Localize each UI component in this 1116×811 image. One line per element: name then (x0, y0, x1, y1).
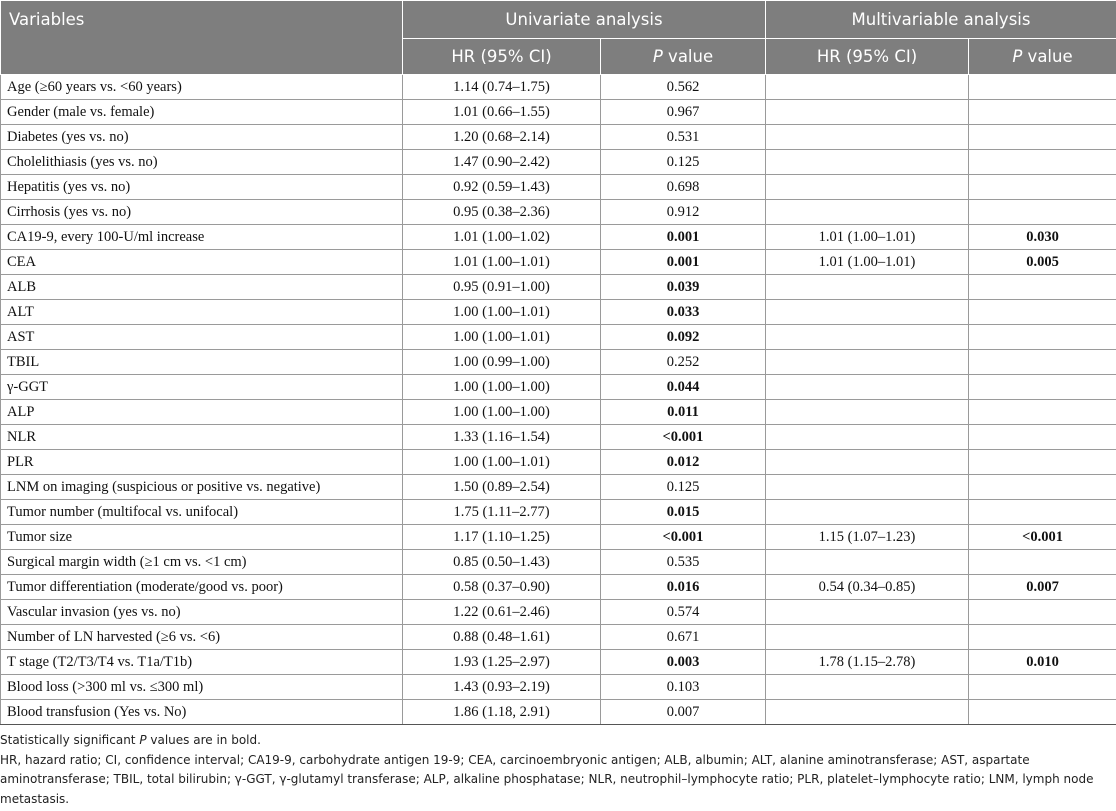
table-row (1, 425, 1116, 450)
multi-hr-cell: 1.78 (1.15–2.78) (766, 650, 969, 675)
footnote-abbreviations: HR, hazard ratio; CI, confidence interval; CA19-9, carbohydrate antigen 19-9; CEA, carcinoembryonic antigen; ALB, albumin; ALT, alanine aminotransferase; AST, aspartate aminotransferase; TBIL, total bilirubin; γ-GGT, γ-glutamyl transferase; ALP, alkaline phosphatase; NLR, neutrophil–lymphocyte ratio; PLR, platelet–lymphocyte ratio; LNM, lymph node metastasis. (0, 752, 1094, 806)
variable-cell: Tumor differentiation (moderate/good vs. poor) (1, 575, 403, 600)
variable-cell: ALP (1, 400, 403, 425)
variable-cell: TBIL (1, 350, 403, 375)
multi-p-cell: <0.001 (969, 525, 1116, 550)
uni-hr-cell: 1.22 (0.61–2.46) (403, 600, 601, 625)
table-row (1, 150, 1116, 175)
variable-cell: ALB (1, 275, 403, 300)
uni-p-cell: 0.012 (601, 450, 766, 475)
table-footnotes (0, 731, 1112, 809)
multi-p-cell: 0.030 (969, 225, 1116, 250)
multi-hr-cell (766, 300, 969, 325)
uni-hr-cell: 1.01 (1.00–1.01) (403, 250, 601, 275)
uni-p-cell: <0.001 (601, 425, 766, 450)
uni-p-cell: 0.003 (601, 650, 766, 675)
multi-p-cell (969, 375, 1116, 400)
multi-hr-cell (766, 75, 969, 100)
univariate-header: Univariate analysis (403, 1, 766, 39)
table-row (1, 400, 1116, 425)
uni-p-header (601, 39, 766, 75)
variable-cell: Blood transfusion (Yes vs. No) (1, 700, 403, 725)
table-row (1, 75, 1116, 100)
variable-cell: Hepatitis (yes vs. no) (1, 175, 403, 200)
variable-cell: AST (1, 325, 403, 350)
table-row (1, 625, 1116, 650)
multi-p-cell: 0.010 (969, 650, 1116, 675)
multi-hr-cell (766, 700, 969, 725)
variable-cell: Number of LN harvested (≥6 vs. <6) (1, 625, 403, 650)
uni-hr-cell: 1.17 (1.10–1.25) (403, 525, 601, 550)
uni-p-cell: 0.531 (601, 125, 766, 150)
uni-p-cell: 0.007 (601, 700, 766, 725)
uni-p-cell: 0.125 (601, 475, 766, 500)
uni-hr-cell: 1.50 (0.89–2.54) (403, 475, 601, 500)
variable-cell: NLR (1, 425, 403, 450)
uni-hr-cell: 1.93 (1.25–2.97) (403, 650, 601, 675)
uni-hr-cell: 0.95 (0.91–1.00) (403, 275, 601, 300)
multi-p-cell: 0.007 (969, 575, 1116, 600)
uni-hr-cell: 1.75 (1.11–2.77) (403, 500, 601, 525)
variable-cell: Cholelithiasis (yes vs. no) (1, 150, 403, 175)
multi-hr-cell (766, 450, 969, 475)
uni-hr-cell: 1.33 (1.16–1.54) (403, 425, 601, 450)
multi-p-cell (969, 200, 1116, 225)
uni-p-cell: 0.967 (601, 100, 766, 125)
multi-hr-cell (766, 550, 969, 575)
uni-hr-cell: 1.47 (0.90–2.42) (403, 150, 601, 175)
multi-p-cell (969, 75, 1116, 100)
table-row (1, 550, 1116, 575)
table-row (1, 300, 1116, 325)
table-row (1, 325, 1116, 350)
uni-hr-cell: 1.43 (0.93–2.19) (403, 675, 601, 700)
variable-cell: LNM on imaging (suspicious or positive vs. negative) (1, 475, 403, 500)
uni-hr-cell: 0.92 (0.59–1.43) (403, 175, 601, 200)
uni-hr-cell: 1.01 (1.00–1.02) (403, 225, 601, 250)
multi-hr-cell (766, 600, 969, 625)
uni-hr-cell: 1.00 (1.00–1.01) (403, 450, 601, 475)
table-row (1, 700, 1116, 725)
table-row (1, 200, 1116, 225)
uni-hr-cell: 1.00 (1.00–1.00) (403, 400, 601, 425)
table-row (1, 500, 1116, 525)
multi-p-cell (969, 500, 1116, 525)
uni-p-cell: 0.001 (601, 250, 766, 275)
variables-header: Variables (1, 1, 403, 75)
multi-hr-cell (766, 100, 969, 125)
multi-p-cell (969, 425, 1116, 450)
variable-cell: Cirrhosis (yes vs. no) (1, 200, 403, 225)
multi-hr-cell (766, 125, 969, 150)
table-row (1, 175, 1116, 200)
variable-cell: T stage (T2/T3/T4 vs. T1a/T1b) (1, 650, 403, 675)
multi-hr-cell (766, 625, 969, 650)
uni-hr-cell: 1.00 (1.00–1.01) (403, 325, 601, 350)
multi-hr-cell: 1.01 (1.00–1.01) (766, 225, 969, 250)
multi-p-cell (969, 325, 1116, 350)
table-body (1, 75, 1116, 725)
multi-p-cell (969, 625, 1116, 650)
table-row (1, 275, 1116, 300)
uni-hr-cell: 1.14 (0.74–1.75) (403, 75, 601, 100)
table-row (1, 525, 1116, 550)
p-value-text: value (662, 47, 714, 66)
p-value-text: value (1022, 47, 1073, 66)
multi-hr-cell: 1.15 (1.07–1.23) (766, 525, 969, 550)
multi-p-cell (969, 300, 1116, 325)
uni-hr-cell: 0.58 (0.37–0.90) (403, 575, 601, 600)
multi-p-cell (969, 475, 1116, 500)
variable-cell: Tumor number (multifocal vs. unifocal) (1, 500, 403, 525)
variable-cell: CEA (1, 250, 403, 275)
variable-cell: Blood loss (>300 ml vs. ≤300 ml) (1, 675, 403, 700)
variable-cell: PLR (1, 450, 403, 475)
multi-p-cell (969, 125, 1116, 150)
multi-hr-cell (766, 175, 969, 200)
table-row (1, 600, 1116, 625)
uni-p-cell: 0.125 (601, 150, 766, 175)
table-row (1, 225, 1116, 250)
multi-p-cell (969, 350, 1116, 375)
multi-p-cell (969, 550, 1116, 575)
variable-cell: γ-GGT (1, 375, 403, 400)
uni-p-cell: 0.015 (601, 500, 766, 525)
uni-p-cell: 0.912 (601, 200, 766, 225)
multi-hr-cell (766, 500, 969, 525)
multi-hr-cell (766, 425, 969, 450)
table-row (1, 125, 1116, 150)
multi-hr-cell (766, 475, 969, 500)
uni-hr-cell: 1.01 (0.66–1.55) (403, 100, 601, 125)
table-row (1, 650, 1116, 675)
table-row (1, 350, 1116, 375)
uni-p-cell: 0.033 (601, 300, 766, 325)
table-row (1, 475, 1116, 500)
multi-p-cell (969, 175, 1116, 200)
uni-hr-cell: 1.20 (0.68–2.14) (403, 125, 601, 150)
multi-hr-cell: 0.54 (0.34–0.85) (766, 575, 969, 600)
table-row (1, 675, 1116, 700)
uni-hr-cell: 1.86 (1.18, 2.91) (403, 700, 601, 725)
uni-hr-cell: 1.00 (1.00–1.01) (403, 300, 601, 325)
uni-hr-cell: 0.95 (0.38–2.36) (403, 200, 601, 225)
p-italic: P (652, 47, 663, 66)
table-row (1, 375, 1116, 400)
uni-hr-header: HR (95% CI) (403, 39, 601, 75)
multi-hr-cell (766, 400, 969, 425)
table-row (1, 575, 1116, 600)
uni-p-cell: 0.044 (601, 375, 766, 400)
multi-p-cell (969, 400, 1116, 425)
multi-p-cell (969, 150, 1116, 175)
uni-p-cell: 0.698 (601, 175, 766, 200)
uni-hr-cell: 0.85 (0.50–1.43) (403, 550, 601, 575)
uni-hr-cell: 1.00 (0.99–1.00) (403, 350, 601, 375)
footnote-significance: Statistically significant P values are in bold. (0, 733, 261, 747)
header-row-1 (1, 1, 1116, 39)
variable-cell: Diabetes (yes vs. no) (1, 125, 403, 150)
table-row (1, 100, 1116, 125)
uni-p-cell: 0.671 (601, 625, 766, 650)
multi-hr-cell (766, 375, 969, 400)
uni-p-cell: 0.001 (601, 225, 766, 250)
uni-p-cell: 0.011 (601, 400, 766, 425)
uni-p-cell: 0.574 (601, 600, 766, 625)
multi-hr-header: HR (95% CI) (766, 39, 969, 75)
variable-cell: Surgical margin width (≥1 cm vs. <1 cm) (1, 550, 403, 575)
p-italic: P (1012, 47, 1023, 66)
variable-cell: ALT (1, 300, 403, 325)
multi-p-cell (969, 600, 1116, 625)
multi-hr-cell (766, 675, 969, 700)
uni-hr-cell: 1.00 (1.00–1.00) (403, 375, 601, 400)
uni-p-cell: 0.562 (601, 75, 766, 100)
multi-p-cell: 0.005 (969, 250, 1116, 275)
multi-p-cell (969, 675, 1116, 700)
variable-cell: Tumor size (1, 525, 403, 550)
uni-hr-cell: 0.88 (0.48–1.61) (403, 625, 601, 650)
multi-p-cell (969, 275, 1116, 300)
multi-hr-cell (766, 200, 969, 225)
uni-p-cell: 0.092 (601, 325, 766, 350)
table-row (1, 250, 1116, 275)
multi-p-cell (969, 450, 1116, 475)
multi-hr-cell (766, 325, 969, 350)
multi-hr-cell: 1.01 (1.00–1.01) (766, 250, 969, 275)
multi-hr-cell (766, 150, 969, 175)
multi-p-cell (969, 700, 1116, 725)
uni-p-cell: 0.535 (601, 550, 766, 575)
uni-p-cell: 0.016 (601, 575, 766, 600)
uni-p-cell: <0.001 (601, 525, 766, 550)
multi-hr-cell (766, 350, 969, 375)
variable-cell: CA19-9, every 100-U/ml increase (1, 225, 403, 250)
table-row (1, 450, 1116, 475)
multi-p-cell (969, 100, 1116, 125)
variable-cell: Vascular invasion (yes vs. no) (1, 600, 403, 625)
uni-p-cell: 0.039 (601, 275, 766, 300)
multivariable-header: Multivariable analysis (766, 1, 1116, 39)
uni-p-cell: 0.252 (601, 350, 766, 375)
uni-p-cell: 0.103 (601, 675, 766, 700)
multi-p-header (969, 39, 1116, 75)
variable-cell: Gender (male vs. female) (1, 100, 403, 125)
multi-hr-cell (766, 275, 969, 300)
variable-cell: Age (≥60 years vs. <60 years) (1, 75, 403, 100)
